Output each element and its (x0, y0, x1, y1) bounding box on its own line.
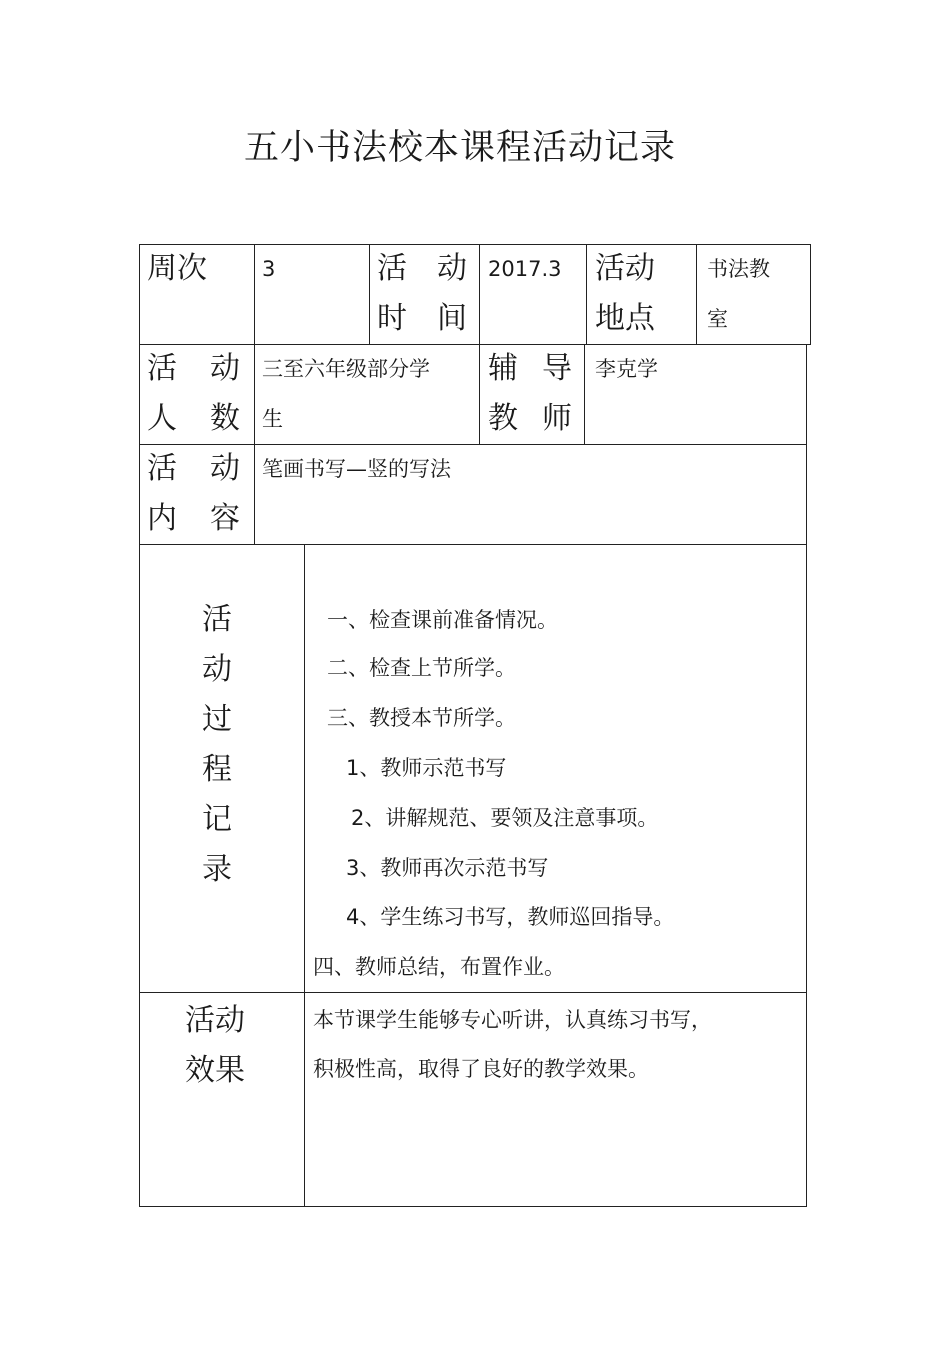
col-divider (304, 544, 305, 1207)
col-divider (586, 244, 587, 345)
process-step: 1、教师示范书写 (346, 756, 507, 780)
week-label: 周次 (147, 251, 207, 286)
process-step: 4、学生练习书写，教师巡回指导。 (346, 905, 675, 929)
table-border-right-top (810, 244, 811, 345)
process-step: 四、教师总结，布置作业。 (313, 955, 565, 979)
col-divider (479, 344, 480, 445)
process-step: 二、检查上节所学。 (327, 656, 516, 680)
activity-time-value: 2017.3 (488, 257, 562, 281)
effect-text-line: 本节课学生能够专心听讲，认真练习书写， (313, 1008, 712, 1032)
activity-place-label: 活动 地点 (595, 251, 655, 336)
process-step: 2、讲解规范、要领及注意事项。 (351, 806, 659, 830)
col-divider (584, 344, 585, 445)
table-border-bottom (139, 1206, 807, 1207)
col-divider (696, 244, 697, 345)
activity-place-value: 书法教 室 (707, 257, 770, 331)
effect-label: 活动 效果 (185, 1003, 245, 1088)
teacher-value: 李克学 (595, 357, 658, 381)
participants-label: 活 动 人 数 (147, 351, 240, 436)
content-value: 笔画书写—竖的写法 (262, 457, 451, 481)
participants-value: 三至六年级部分学 生 (262, 357, 430, 431)
process-step: 三、教授本节所学。 (327, 706, 516, 730)
activity-time-label: 活 动 时 间 (377, 251, 467, 336)
row-divider-3 (139, 544, 807, 545)
content-label: 活 动 内 容 (147, 451, 240, 536)
table-border-left (139, 244, 140, 1207)
process-step: 一、检查课前准备情况。 (327, 608, 558, 632)
col-divider (479, 244, 480, 345)
page-title: 五小书法校本课程活动记录 (243, 128, 676, 168)
process-step: 3、教师再次示范书写 (346, 856, 549, 880)
row-divider-4 (139, 992, 807, 993)
table-border-right (806, 344, 807, 1207)
process-label: 活 动 过 程 记 录 (202, 602, 232, 887)
col-divider (254, 244, 255, 545)
effect-text-line: 积极性高，取得了良好的教学效果。 (313, 1057, 649, 1081)
col-divider (369, 244, 370, 345)
week-value: 3 (262, 257, 276, 281)
teacher-label: 辅 导 教 师 (488, 351, 572, 436)
